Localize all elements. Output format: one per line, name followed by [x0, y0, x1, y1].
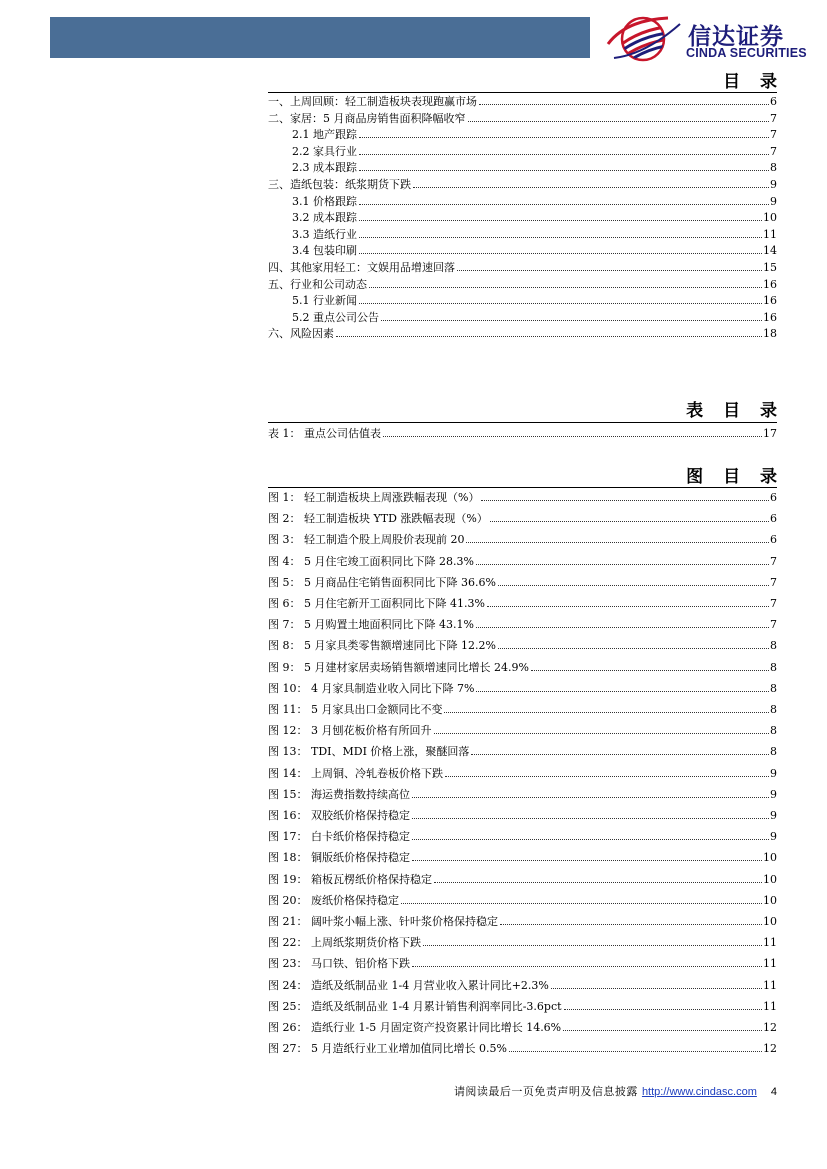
figure-entry-label: 图 22： 上周纸浆期货价格下跌: [268, 936, 421, 950]
dot-leader: [551, 988, 762, 989]
toc-entry-label: 3.3 造纸行业: [292, 227, 357, 241]
toc-entry-label: 四、其他家用轻工：文娱用品增速回落: [268, 261, 455, 274]
figure-entry-label: 图 1： 轻工制造板块上周涨跌幅表现（%）: [268, 491, 480, 504]
figure-entry-label: 图 6： 5 月住宅新开工面积同比下降 41.3%: [268, 597, 485, 610]
dot-leader: [531, 670, 769, 671]
dot-leader: [412, 860, 762, 861]
website-link[interactable]: http://www.cindasc.com: [641, 1086, 757, 1098]
toc-entry-label: 5.2 重点公司公告: [292, 310, 379, 324]
dot-leader: [509, 1051, 762, 1052]
figure-entry-page: 10: [763, 915, 777, 928]
figure-entry-label: 图 8： 5 月家具类零售额增速同比下降 12.2%: [268, 639, 496, 653]
toc-entry-page: 6: [770, 95, 777, 108]
dot-leader: [359, 303, 762, 304]
figure-entry-page: 7: [770, 618, 777, 632]
figure-entry-page: 8: [770, 639, 777, 653]
toc-entry-label: 3.1 价格跟踪: [292, 194, 357, 208]
toc-entry[interactable]: [292, 127, 777, 142]
toc-entry[interactable]: [292, 160, 777, 175]
footer: [268, 1083, 777, 1101]
figure-entry[interactable]: [268, 829, 777, 844]
figure-entry-label: 图 2： 轻工制造板块 YTD 涨跌幅表现（%）: [268, 512, 488, 526]
figure-entry[interactable]: [268, 999, 777, 1014]
toc-entry-label: 二、家居：5 月商品房销售面积降幅收窄: [268, 111, 466, 125]
toc-entry-label: 5.1 行业新闻: [292, 294, 357, 308]
toc-entry[interactable]: [292, 243, 777, 258]
dot-leader: [412, 818, 769, 819]
figure-entry-page: 8: [770, 724, 777, 738]
figure-entry-label: 图 19： 箱板瓦楞纸价格保持稳定: [268, 872, 432, 886]
figure-entry-label: 图 5： 5 月商品住宅销售面积同比下降 36.6%: [268, 575, 496, 589]
figure-entry-page: 10: [763, 851, 777, 865]
dot-leader: [359, 204, 769, 205]
toc-entry[interactable]: [292, 310, 777, 325]
figure-entry-page: 6: [770, 491, 777, 504]
figure-entry-page: 8: [770, 681, 777, 695]
figure-entry[interactable]: [268, 575, 777, 590]
figure-entry[interactable]: [268, 1020, 777, 1035]
toc-entry[interactable]: [268, 111, 777, 126]
figure-entry-page: 6: [770, 512, 777, 526]
dot-leader: [412, 966, 762, 967]
figure-entry-label: 图 25： 造纸及纸制品业 1-4 月累计销售利润率同比-3.6pct: [268, 999, 562, 1013]
figure-entry[interactable]: [268, 956, 777, 971]
figure-entry[interactable]: [268, 787, 777, 802]
figure-entry-page: 6: [770, 533, 777, 547]
cinda-globe-icon: [606, 14, 684, 64]
figure-entry[interactable]: [268, 660, 777, 675]
figure-entry[interactable]: [268, 554, 777, 569]
figure-entry-label: 图 12： 3 月刨花板价格有所回升: [268, 724, 432, 738]
figure-entry-label: 图 24： 造纸及纸制品业 1-4 月营业收入累计同比+2.3%: [268, 978, 549, 992]
figure-entry-page: 7: [770, 554, 777, 568]
table-entry-label: 表 1： 重点公司估值表: [268, 427, 381, 440]
toc-entry-page: 18: [763, 327, 777, 341]
figure-entry[interactable]: [268, 681, 777, 696]
figure-entry-page: 11: [763, 957, 777, 971]
figure-entry-label: 图 17： 白卡纸价格保持稳定: [268, 830, 410, 844]
dot-leader: [413, 187, 769, 188]
dot-leader: [434, 733, 770, 734]
toc-entry[interactable]: [268, 260, 777, 275]
figure-entry-page: 9: [770, 766, 777, 780]
toc-entry[interactable]: [268, 277, 777, 292]
figure-entry[interactable]: [268, 935, 777, 950]
dot-leader: [471, 754, 769, 755]
figure-entry-page: 8: [770, 745, 777, 759]
toc-entry[interactable]: [292, 144, 777, 159]
toc-entry[interactable]: [292, 210, 777, 225]
dot-leader: [445, 776, 769, 777]
figure-entry-label: 图 4： 5 月住宅竣工面积同比下降 28.3%: [268, 554, 474, 568]
figure-entry-page: 7: [770, 597, 777, 610]
table-entry-page: 17: [763, 427, 777, 440]
dot-leader: [336, 336, 762, 337]
toc-entry-label: 五、行业和公司动态: [268, 277, 367, 291]
figure-entry[interactable]: [268, 532, 777, 547]
figures-title-rule: [268, 487, 777, 488]
figure-entry-label: 图 23： 马口铁、铝价格下跌: [268, 957, 410, 971]
dot-leader: [434, 882, 762, 883]
dot-leader: [498, 585, 769, 586]
toc-entry-page: 7: [770, 111, 777, 125]
dot-leader: [476, 564, 769, 565]
header-bar: [50, 17, 590, 58]
figure-entry-label: 图 13： TDI、MDI 价格上涨，聚醚回落: [268, 745, 470, 759]
figure-entry-label: 图 11： 5 月家具出口金额同比不变: [268, 703, 443, 716]
dot-leader: [359, 137, 769, 138]
figure-entry-page: 8: [770, 660, 777, 674]
dot-leader: [381, 320, 762, 321]
toc-entry[interactable]: [268, 94, 777, 109]
figure-entry-label: 图 10： 4 月家具制造业收入同比下降 7%: [268, 681, 475, 695]
toc-entry-page: 8: [770, 161, 777, 175]
dot-leader: [564, 1009, 762, 1010]
toc-entry-page: 10: [763, 211, 777, 225]
figure-entry[interactable]: [268, 490, 777, 505]
figure-entry-label: 图 18： 铜版纸价格保持稳定: [268, 851, 410, 865]
dot-leader: [359, 154, 769, 155]
figures-title: 图 目 录: [686, 467, 784, 487]
dot-leader: [500, 924, 762, 925]
toc-entry-page: 9: [770, 178, 777, 191]
figure-entry[interactable]: [268, 978, 777, 993]
figure-entry[interactable]: [268, 702, 777, 717]
figure-entry[interactable]: [268, 766, 777, 781]
dot-leader: [444, 712, 769, 713]
figure-entry[interactable]: [268, 850, 777, 865]
figure-entry-page: 10: [763, 893, 777, 907]
toc-entry-label: 2.1 地产跟踪: [292, 128, 357, 142]
figure-entry[interactable]: [268, 617, 777, 632]
figure-entry[interactable]: [268, 1041, 777, 1056]
figure-entry-page: 12: [763, 1042, 777, 1056]
figure-entry-page: 9: [770, 787, 777, 801]
toc-title: 目 录: [723, 72, 784, 92]
toc-entry[interactable]: [268, 177, 777, 192]
cinda-logo: [606, 14, 806, 64]
toc-entry-page: 16: [763, 277, 777, 291]
figure-entry[interactable]: [268, 914, 777, 929]
tables-title-rule: [268, 422, 777, 423]
figure-entry-page: 9: [770, 830, 777, 844]
toc-entry-page: 16: [763, 294, 777, 308]
dot-leader: [359, 170, 769, 171]
figure-entry-page: 10: [763, 872, 777, 886]
dot-leader: [481, 500, 769, 501]
toc-entry[interactable]: [292, 227, 777, 242]
page-number: 4: [770, 1086, 777, 1098]
figure-entry-page: 11: [763, 999, 777, 1013]
dot-leader: [457, 270, 762, 271]
figure-entry-page: 7: [770, 575, 777, 589]
figure-entry[interactable]: [268, 893, 777, 908]
disclaimer-note: 请阅读最后一页免责声明及信息披露: [453, 1085, 638, 1098]
toc-entry-label: 2.3 成本跟踪: [292, 161, 357, 175]
toc-entry-label: 一、上周回顾：轻工制造板块表现跑赢市场: [268, 95, 477, 108]
dot-leader: [359, 220, 762, 221]
tables-title: 表 目 录: [686, 401, 784, 421]
figure-entry-label: 图 14： 上周铜、冷轧卷板价格下跌: [268, 766, 443, 780]
toc-entry[interactable]: [268, 326, 777, 341]
figure-entry-label: 图 7： 5 月购置土地面积同比下降 43.1%: [268, 618, 474, 632]
figure-entry-page: 12: [763, 1021, 777, 1034]
toc-entry[interactable]: [292, 293, 777, 308]
figure-entry-label: 图 3： 轻工制造个股上周股价表现前 20: [268, 533, 465, 547]
dot-leader: [369, 287, 762, 288]
toc-entry-page: 9: [770, 194, 777, 208]
figure-entry-label: 图 9： 5 月建材家居卖场销售额增速同比增长 24.9%: [268, 660, 529, 674]
figure-entry-label: 图 15： 海运费指数持续高位: [268, 787, 410, 801]
toc-entry-page: 7: [770, 144, 777, 158]
dot-leader: [359, 237, 762, 238]
toc-entry-page: 14: [763, 244, 777, 258]
dot-leader: [383, 436, 762, 437]
dot-leader: [563, 1030, 762, 1031]
table-entry[interactable]: [268, 426, 777, 441]
logo-chinese-name: 信达证券: [688, 24, 784, 50]
toc-entry-page: 16: [763, 310, 777, 324]
dot-leader: [479, 104, 769, 105]
dot-leader: [490, 521, 769, 522]
figure-entry-page: 8: [770, 703, 777, 716]
figure-entry[interactable]: [268, 872, 777, 887]
figure-entry-label: 图 20： 废纸价格保持稳定: [268, 893, 399, 907]
figure-entry-label: 图 27： 5 月造纸行业工业增加值同比增长 0.5%: [268, 1042, 507, 1056]
toc-entry-label: 2.2 家具行业: [292, 144, 357, 158]
dot-leader: [468, 121, 770, 122]
toc-title-rule: [268, 92, 777, 93]
figure-entry[interactable]: [268, 744, 777, 759]
dot-leader: [359, 253, 762, 254]
figure-entry-page: 11: [763, 936, 777, 950]
toc-entry-label: 3.4 包装印刷: [292, 244, 357, 258]
toc-entry-label: 六、风险因素: [268, 327, 334, 341]
toc-entry-page: 11: [763, 227, 777, 241]
dot-leader: [476, 691, 769, 692]
figure-entry[interactable]: [268, 638, 777, 653]
dot-leader: [466, 542, 769, 543]
dot-leader: [423, 945, 762, 946]
dot-leader: [487, 606, 769, 607]
figure-entry[interactable]: [268, 723, 777, 738]
logo-english-name: CINDA SECURITIES: [686, 46, 807, 60]
dot-leader: [401, 903, 762, 904]
figure-entry[interactable]: [268, 596, 777, 611]
dot-leader: [412, 839, 769, 840]
toc-entry-label: 3.2 成本跟踪: [292, 211, 357, 225]
toc-entry-label: 三、造纸包装：纸浆期货下跌: [268, 178, 411, 191]
toc-entry-page: 15: [763, 261, 777, 274]
figure-entry-label: 图 21： 阔叶浆小幅上涨、针叶浆价格保持稳定: [268, 915, 498, 928]
toc-entry-page: 7: [770, 128, 777, 142]
figure-entry-label: 图 16： 双胶纸价格保持稳定: [268, 809, 410, 822]
toc-entry[interactable]: [292, 194, 777, 209]
figure-entry-page: 11: [763, 978, 777, 992]
dot-leader: [476, 627, 769, 628]
figure-entry-page: 9: [770, 809, 777, 822]
figure-entry[interactable]: [268, 511, 777, 526]
figure-entry-label: 图 26： 造纸行业 1-5 月固定资产投资累计同比增长 14.6%: [268, 1021, 562, 1034]
dot-leader: [498, 648, 769, 649]
figure-entry[interactable]: [268, 808, 777, 823]
dot-leader: [412, 797, 769, 798]
